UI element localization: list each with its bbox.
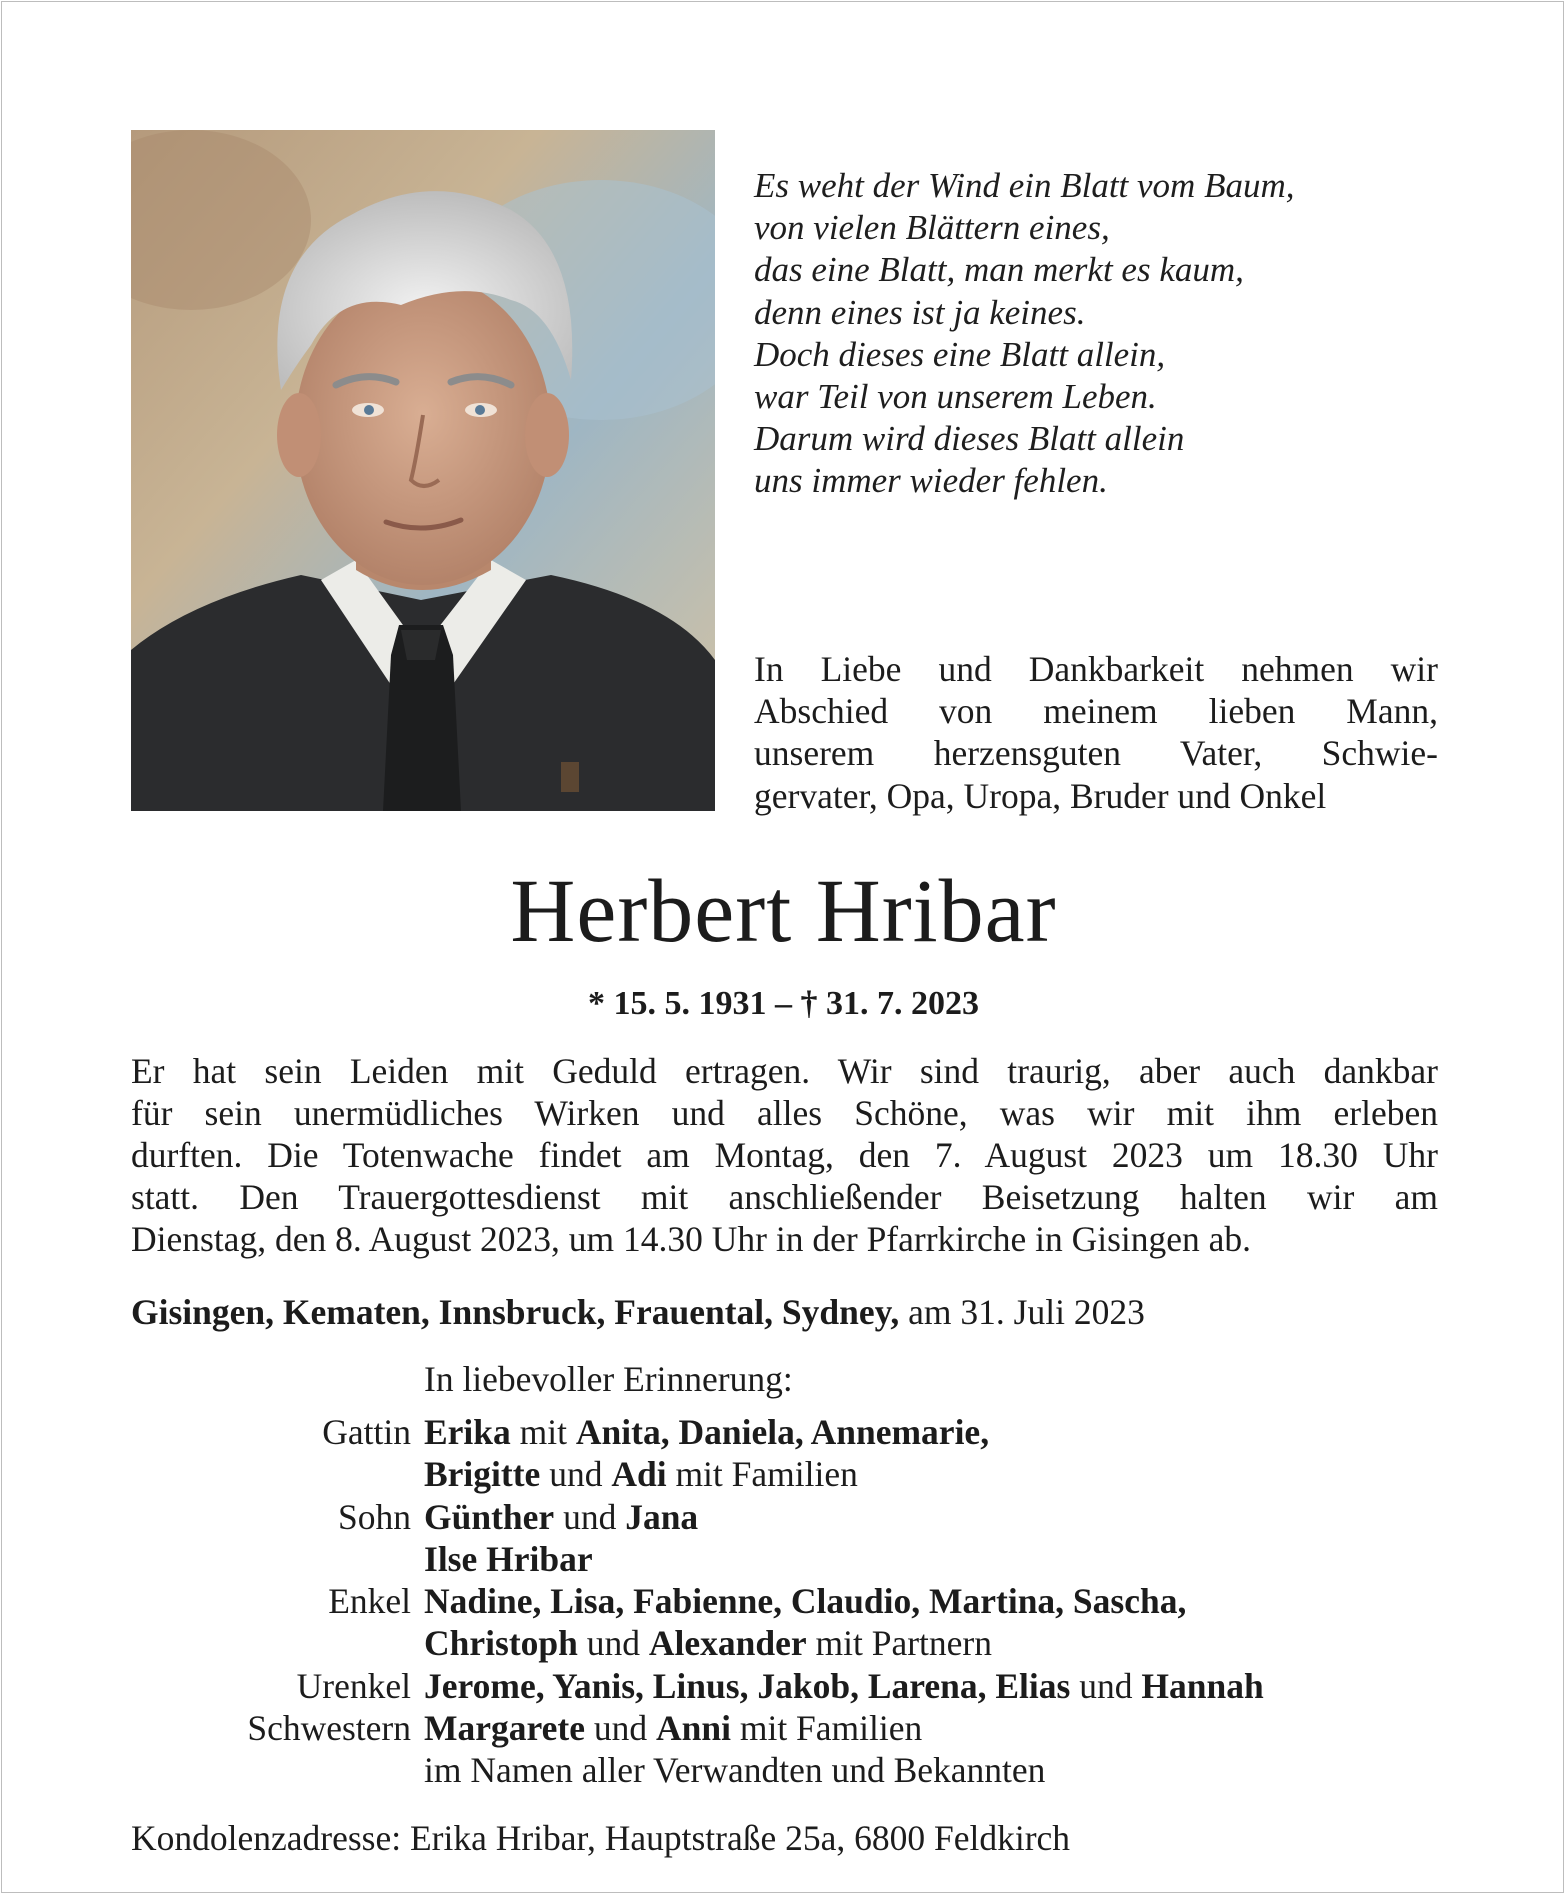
family-row-continued: [131, 1622, 1461, 1664]
relation-names: [424, 1538, 1461, 1580]
relation-names: [424, 1453, 1461, 1495]
relation-names: [424, 1665, 1461, 1707]
birth-symbol: *: [588, 985, 605, 1022]
poem: [754, 165, 1474, 503]
connector: mit Partnern: [815, 1623, 992, 1664]
portrait-illustration: [131, 130, 715, 811]
closing-line: im Namen aller Verwandten und Bekannten: [424, 1750, 1046, 1791]
connector: und: [586, 1623, 640, 1664]
poem-line: uns immer wieder fehlen.: [754, 461, 1108, 501]
name: Erika: [424, 1412, 511, 1452]
places: Gisingen, Kematen, Innsbruck, Frauental, Sydney,: [131, 1292, 900, 1332]
intro-line: unserem herzensguten Vater, Schwie-: [754, 733, 1438, 774]
birth-date: 15. 5. 1931: [613, 985, 767, 1022]
memory-heading: In liebevoller Erinnerung:: [424, 1359, 793, 1399]
family-row-gattin: [131, 1411, 1461, 1453]
deceased-name: Herbert Hribar: [510, 862, 1057, 961]
poem-line: war Teil von unserem Leben.: [754, 377, 1157, 417]
life-dates: [0, 982, 1567, 1026]
connector: und: [1079, 1665, 1133, 1706]
family-row-continued: [131, 1453, 1461, 1495]
poem-line: Darum wird dieses Blatt allein: [754, 419, 1185, 459]
poem-line: das eine Blatt, man merkt es kaum,: [754, 250, 1244, 290]
poem-line: Doch dieses eine Blatt allein,: [754, 334, 1166, 374]
connector: mit Familien: [739, 1708, 923, 1749]
name: Alexander: [648, 1623, 807, 1664]
connector: mit: [519, 1412, 568, 1452]
name: Jana: [625, 1496, 699, 1537]
poem-line: Es weht der Wind ein Blatt vom Baum,: [754, 166, 1295, 205]
family-row-sohn: [131, 1496, 1461, 1538]
name: Hannah: [1141, 1665, 1264, 1706]
intro-line: Abschied von meinem lieben Mann,: [754, 691, 1438, 732]
family-row-urenkel: [131, 1665, 1461, 1707]
place-date-line: [131, 1291, 1461, 1333]
body-line: für sein unermüdliches Wirken und alles Schöne, was wir mit ihm erleben: [131, 1093, 1438, 1133]
family-row-enkel: [131, 1580, 1461, 1622]
announcement-date: am 31. Juli 2023: [908, 1292, 1145, 1332]
connector: und: [593, 1708, 648, 1749]
name: Nadine, Lisa, Fabienne, Claudio, Martina, Sascha,: [424, 1581, 1187, 1622]
intro-paragraph: [754, 648, 1438, 817]
death-date: 31. 7. 2023: [826, 985, 979, 1022]
relation-names: [424, 1411, 1461, 1453]
name: Christoph: [424, 1623, 578, 1664]
intro-line: In Liebe und Dankbarkeit nehmen wir: [754, 649, 1438, 689]
relation-label: Sohn: [338, 1496, 411, 1537]
name: Ilse Hribar: [424, 1538, 593, 1579]
body-line: Er hat sein Leiden mit Geduld ertragen. Wir sind traurig, aber auch dankbar: [131, 1051, 1438, 1091]
announcement-text: [131, 1050, 1438, 1260]
connector: mit Familien: [675, 1454, 858, 1495]
death-symbol: †: [800, 985, 818, 1022]
name: Anni: [655, 1708, 731, 1749]
name: Jerome, Yanis, Linus, Jakob, Larena, Elias: [424, 1665, 1071, 1706]
relation-label: Gattin: [322, 1412, 411, 1452]
relation-names: [424, 1580, 1461, 1622]
name: Margarete: [424, 1708, 585, 1749]
relation-label: Schwestern: [247, 1708, 411, 1749]
family-row-closing: [131, 1749, 1461, 1791]
relation-names: [424, 1622, 1461, 1664]
body-line: durften. Die Totenwache findet am Montag, den 7. August 2023 um 18.30 Uhr: [131, 1135, 1438, 1175]
date-separator: –: [766, 985, 801, 1022]
portrait-photo: [131, 130, 715, 811]
name: Anita, Daniela, Annemarie,: [575, 1412, 990, 1452]
intro-line: gervater, Opa, Uropa, Bruder und Onkel: [754, 775, 1327, 816]
condolence-address: Kondolenzadresse: Erika Hribar, Hauptstraße 25a, 6800 Feldkirch: [131, 1818, 1071, 1858]
name: Günther: [424, 1496, 555, 1537]
relation-names: [424, 1496, 1461, 1538]
family-row-continued: [131, 1538, 1461, 1580]
name: Brigitte: [424, 1454, 541, 1495]
relation-names: [424, 1707, 1461, 1749]
name: Adi: [611, 1454, 667, 1495]
family-list: [131, 1411, 1461, 1792]
connector: und: [549, 1454, 603, 1495]
body-line: statt. Den Trauergottesdienst mit anschließender Beisetzung halten wir am: [131, 1177, 1438, 1217]
connector: und: [563, 1496, 617, 1537]
body-line: Dienstag, den 8. August 2023, um 14.30 Uhr in der Pfarrkirche in Gisingen ab.: [131, 1219, 1252, 1259]
poem-line: von vielen Blättern eines,: [754, 208, 1110, 248]
relation-label: Urenkel: [296, 1665, 411, 1706]
poem-line: denn eines ist ja keines.: [754, 292, 1086, 332]
family-row-schwestern: [131, 1707, 1461, 1749]
relation-label: Enkel: [328, 1581, 411, 1622]
